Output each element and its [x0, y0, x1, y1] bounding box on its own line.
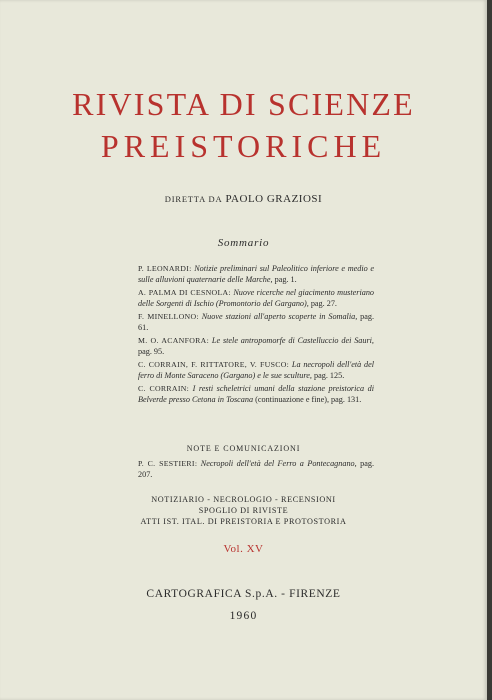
- entry-page: pag. 1.: [274, 274, 297, 284]
- entry-page: pag. 207.: [138, 459, 375, 479]
- contents-list: [138, 264, 374, 408]
- publication-year: 1960: [229, 610, 258, 622]
- contents-entry: [138, 384, 374, 405]
- editor-prefix: DIRETTA DA: [164, 194, 223, 204]
- volume-number: Vol. XV: [223, 543, 264, 555]
- journal-title-line1: RIVISTA DI SCIENZE: [72, 86, 415, 122]
- entry-author: M. O. ACANFORA:: [138, 336, 210, 345]
- contents-entry: [138, 312, 374, 333]
- entry-author: P. LEONARDI:: [138, 264, 192, 273]
- contents-entry: [138, 288, 374, 309]
- entry-title: Notizie preliminari sul Paleolitico inferiore e medio e sulle alluvioni quaternarie delle Marche,: [138, 264, 374, 284]
- entry-author: A. PALMA DI CESNOLA:: [138, 288, 231, 297]
- entry-title: Nuove ricerche nel giacimento musteriano delle Sorgenti di Ischio (Promontorio del Gargano),: [138, 288, 375, 308]
- sections-line: SPOGLIO DI RIVISTE: [198, 506, 289, 515]
- entry-title: La necropoli dell'età del ferro di Monte Saraceno (Gargano) e le sue sculture,: [138, 360, 374, 380]
- contents-entry: [138, 264, 374, 285]
- entry-title: Necropoli dell'età del Ferro a Pontecagnano,: [200, 459, 357, 468]
- entry-page: pag. 61.: [138, 312, 374, 332]
- contents-entry: [138, 336, 374, 357]
- sections-line: NOTIZIARIO - NECROLOGIO - RECENSIONI: [151, 495, 336, 504]
- entry-author: F. MINELLONO:: [138, 312, 199, 321]
- entry-title: I resti scheletrici umani della stazione preistorica di Belverde presso Cetona in Toscana: [138, 384, 374, 404]
- notes-heading: NOTE E COMUNICAZIONI: [186, 444, 301, 453]
- entry-author: C. CORRAIN:: [138, 384, 190, 393]
- entry-title: Le stele antropomorfe di Castelluccio dei Sauri,: [211, 336, 374, 345]
- entry-page: (continuazione e fine), pag. 131.: [255, 394, 362, 404]
- entry-page: pag. 95.: [138, 346, 165, 356]
- summary-heading: Sommario: [217, 237, 270, 249]
- entry-author: P. C. SESTIERI:: [138, 459, 198, 468]
- editor-name: PAOLO GRAZIOSI: [225, 193, 323, 205]
- sections-list: [0, 494, 487, 527]
- cover-edge: [487, 0, 492, 700]
- notes-entry: [138, 459, 374, 480]
- entry-title: Nuove stazioni all'aperto scoperte in Somalia,: [201, 312, 358, 321]
- contents-entry: [138, 360, 374, 381]
- entry-page: pag. 125.: [314, 370, 345, 380]
- entry-author: C. CORRAIN, F. RITTATORE, V. FUSCO:: [138, 360, 290, 369]
- sections-line: ATTI IST. ITAL. DI PREISTORIA E PROTOSTORIA: [140, 517, 347, 526]
- journal-title-line2: PREISTORICHE: [100, 128, 387, 164]
- editor-credit: [0, 193, 487, 205]
- entry-page: pag. 27.: [310, 298, 337, 308]
- publisher: CARTOGRAFICA S.p.A. - FIRENZE: [146, 588, 341, 600]
